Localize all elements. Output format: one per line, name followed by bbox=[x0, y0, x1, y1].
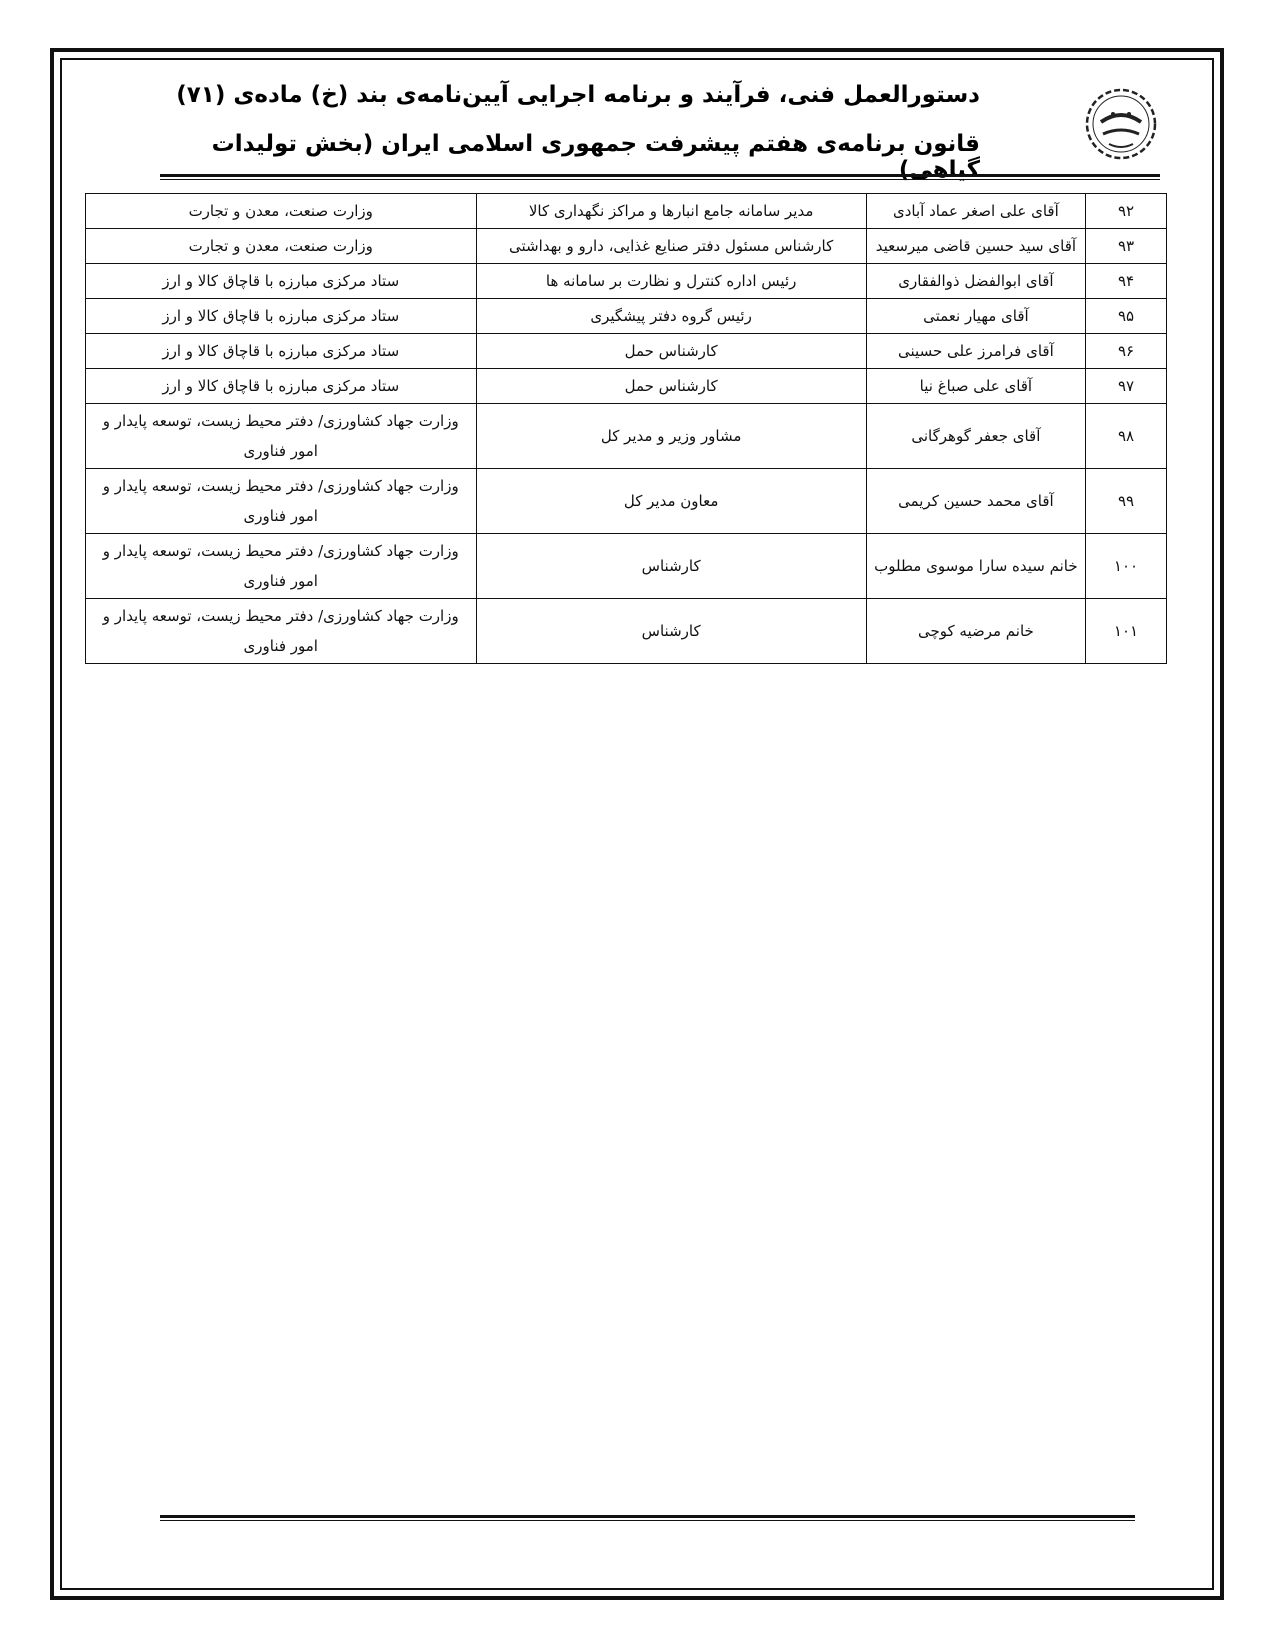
person-name: آقای محمد حسین کریمی bbox=[866, 469, 1085, 534]
table-row bbox=[86, 404, 1167, 469]
organization: وزارت جهاد کشاورزی/ دفتر محیط زیست، توسعه پایدار و امور فناوری bbox=[86, 404, 477, 469]
position-title: معاون مدیر کل bbox=[476, 469, 866, 534]
row-number: ۹۹ bbox=[1086, 469, 1167, 534]
row-number: ۹۶ bbox=[1086, 334, 1167, 369]
position-title: مشاور وزیر و مدیر کل bbox=[476, 404, 866, 469]
table-row bbox=[86, 264, 1167, 299]
organization: ستاد مرکزی مبارزه با قاچاق کالا و ارز bbox=[86, 334, 477, 369]
position-title: رئیس گروه دفتر پیشگیری bbox=[476, 299, 866, 334]
person-name: خانم سیده سارا موسوی مطلوب bbox=[866, 534, 1085, 599]
jihad-keshavarzi-logo-icon bbox=[1083, 86, 1159, 162]
organization: وزارت جهاد کشاورزی/ دفتر محیط زیست، توسعه پایدار و امور فناوری bbox=[86, 469, 477, 534]
person-name: آقای علی صباغ نیا bbox=[866, 369, 1085, 404]
person-name: آقای جعفر گوهرگانی bbox=[866, 404, 1085, 469]
staff-table bbox=[85, 193, 1167, 664]
row-number: ۹۸ bbox=[1086, 404, 1167, 469]
table-row bbox=[86, 369, 1167, 404]
position-title: کارشناس bbox=[476, 599, 866, 664]
position-title: کارشناس حمل bbox=[476, 369, 866, 404]
position-title: مدیر سامانه جامع انبارها و مراکز نگهداری کالا bbox=[476, 194, 866, 229]
row-number: ۱۰۱ bbox=[1086, 599, 1167, 664]
person-name: آقای مهیار نعمتی bbox=[866, 299, 1085, 334]
person-name: خانم مرضیه کوچی bbox=[866, 599, 1085, 664]
organization: ستاد مرکزی مبارزه با قاچاق کالا و ارز bbox=[86, 299, 477, 334]
position-title: رئیس اداره کنترل و نظارت بر سامانه ها bbox=[476, 264, 866, 299]
organization: وزارت صنعت، معدن و تجارت bbox=[86, 229, 477, 264]
row-number: ۹۷ bbox=[1086, 369, 1167, 404]
row-number: ۹۳ bbox=[1086, 229, 1167, 264]
person-name: آقای ابوالفضل ذوالفقاری bbox=[866, 264, 1085, 299]
row-number: ۹۴ bbox=[1086, 264, 1167, 299]
document-title-line-1: دستورالعمل فنی، فرآیند و برنامه اجرایی آیین‌نامه‌ی بند (خ) ماده‌ی (۷۱) bbox=[176, 82, 980, 108]
row-number: ۱۰۰ bbox=[1086, 534, 1167, 599]
row-number: ۹۵ bbox=[1086, 299, 1167, 334]
position-title: کارشناس حمل bbox=[476, 334, 866, 369]
table-row bbox=[86, 599, 1167, 664]
position-title: کارشناس مسئول دفتر صنایع غذایی، دارو و بهداشتی bbox=[476, 229, 866, 264]
organization: وزارت صنعت، معدن و تجارت bbox=[86, 194, 477, 229]
position-title: کارشناس bbox=[476, 534, 866, 599]
footer-divider bbox=[160, 1515, 1135, 1521]
table-row bbox=[86, 299, 1167, 334]
table-row bbox=[86, 229, 1167, 264]
table-row bbox=[86, 469, 1167, 534]
table-row bbox=[86, 334, 1167, 369]
organization: ستاد مرکزی مبارزه با قاچاق کالا و ارز bbox=[86, 264, 477, 299]
organization: ستاد مرکزی مبارزه با قاچاق کالا و ارز bbox=[86, 369, 477, 404]
person-name: آقای فرامرز علی حسینی bbox=[866, 334, 1085, 369]
person-name: آقای علی اصغر عماد آبادی bbox=[866, 194, 1085, 229]
header-divider bbox=[160, 174, 1160, 180]
organization: وزارت جهاد کشاورزی/ دفتر محیط زیست، توسعه پایدار و امور فناوری bbox=[86, 599, 477, 664]
table-row bbox=[86, 194, 1167, 229]
person-name: آقای سید حسین قاضی میرسعید bbox=[866, 229, 1085, 264]
document-title-line-2: قانون برنامه‌ی هفتم پیشرفت جمهوری اسلامی ایران (بخش تولیدات گیاهی) bbox=[211, 131, 980, 183]
table-row bbox=[86, 534, 1167, 599]
organization: وزارت جهاد کشاورزی/ دفتر محیط زیست، توسعه پایدار و امور فناوری bbox=[86, 534, 477, 599]
row-number: ۹۲ bbox=[1086, 194, 1167, 229]
